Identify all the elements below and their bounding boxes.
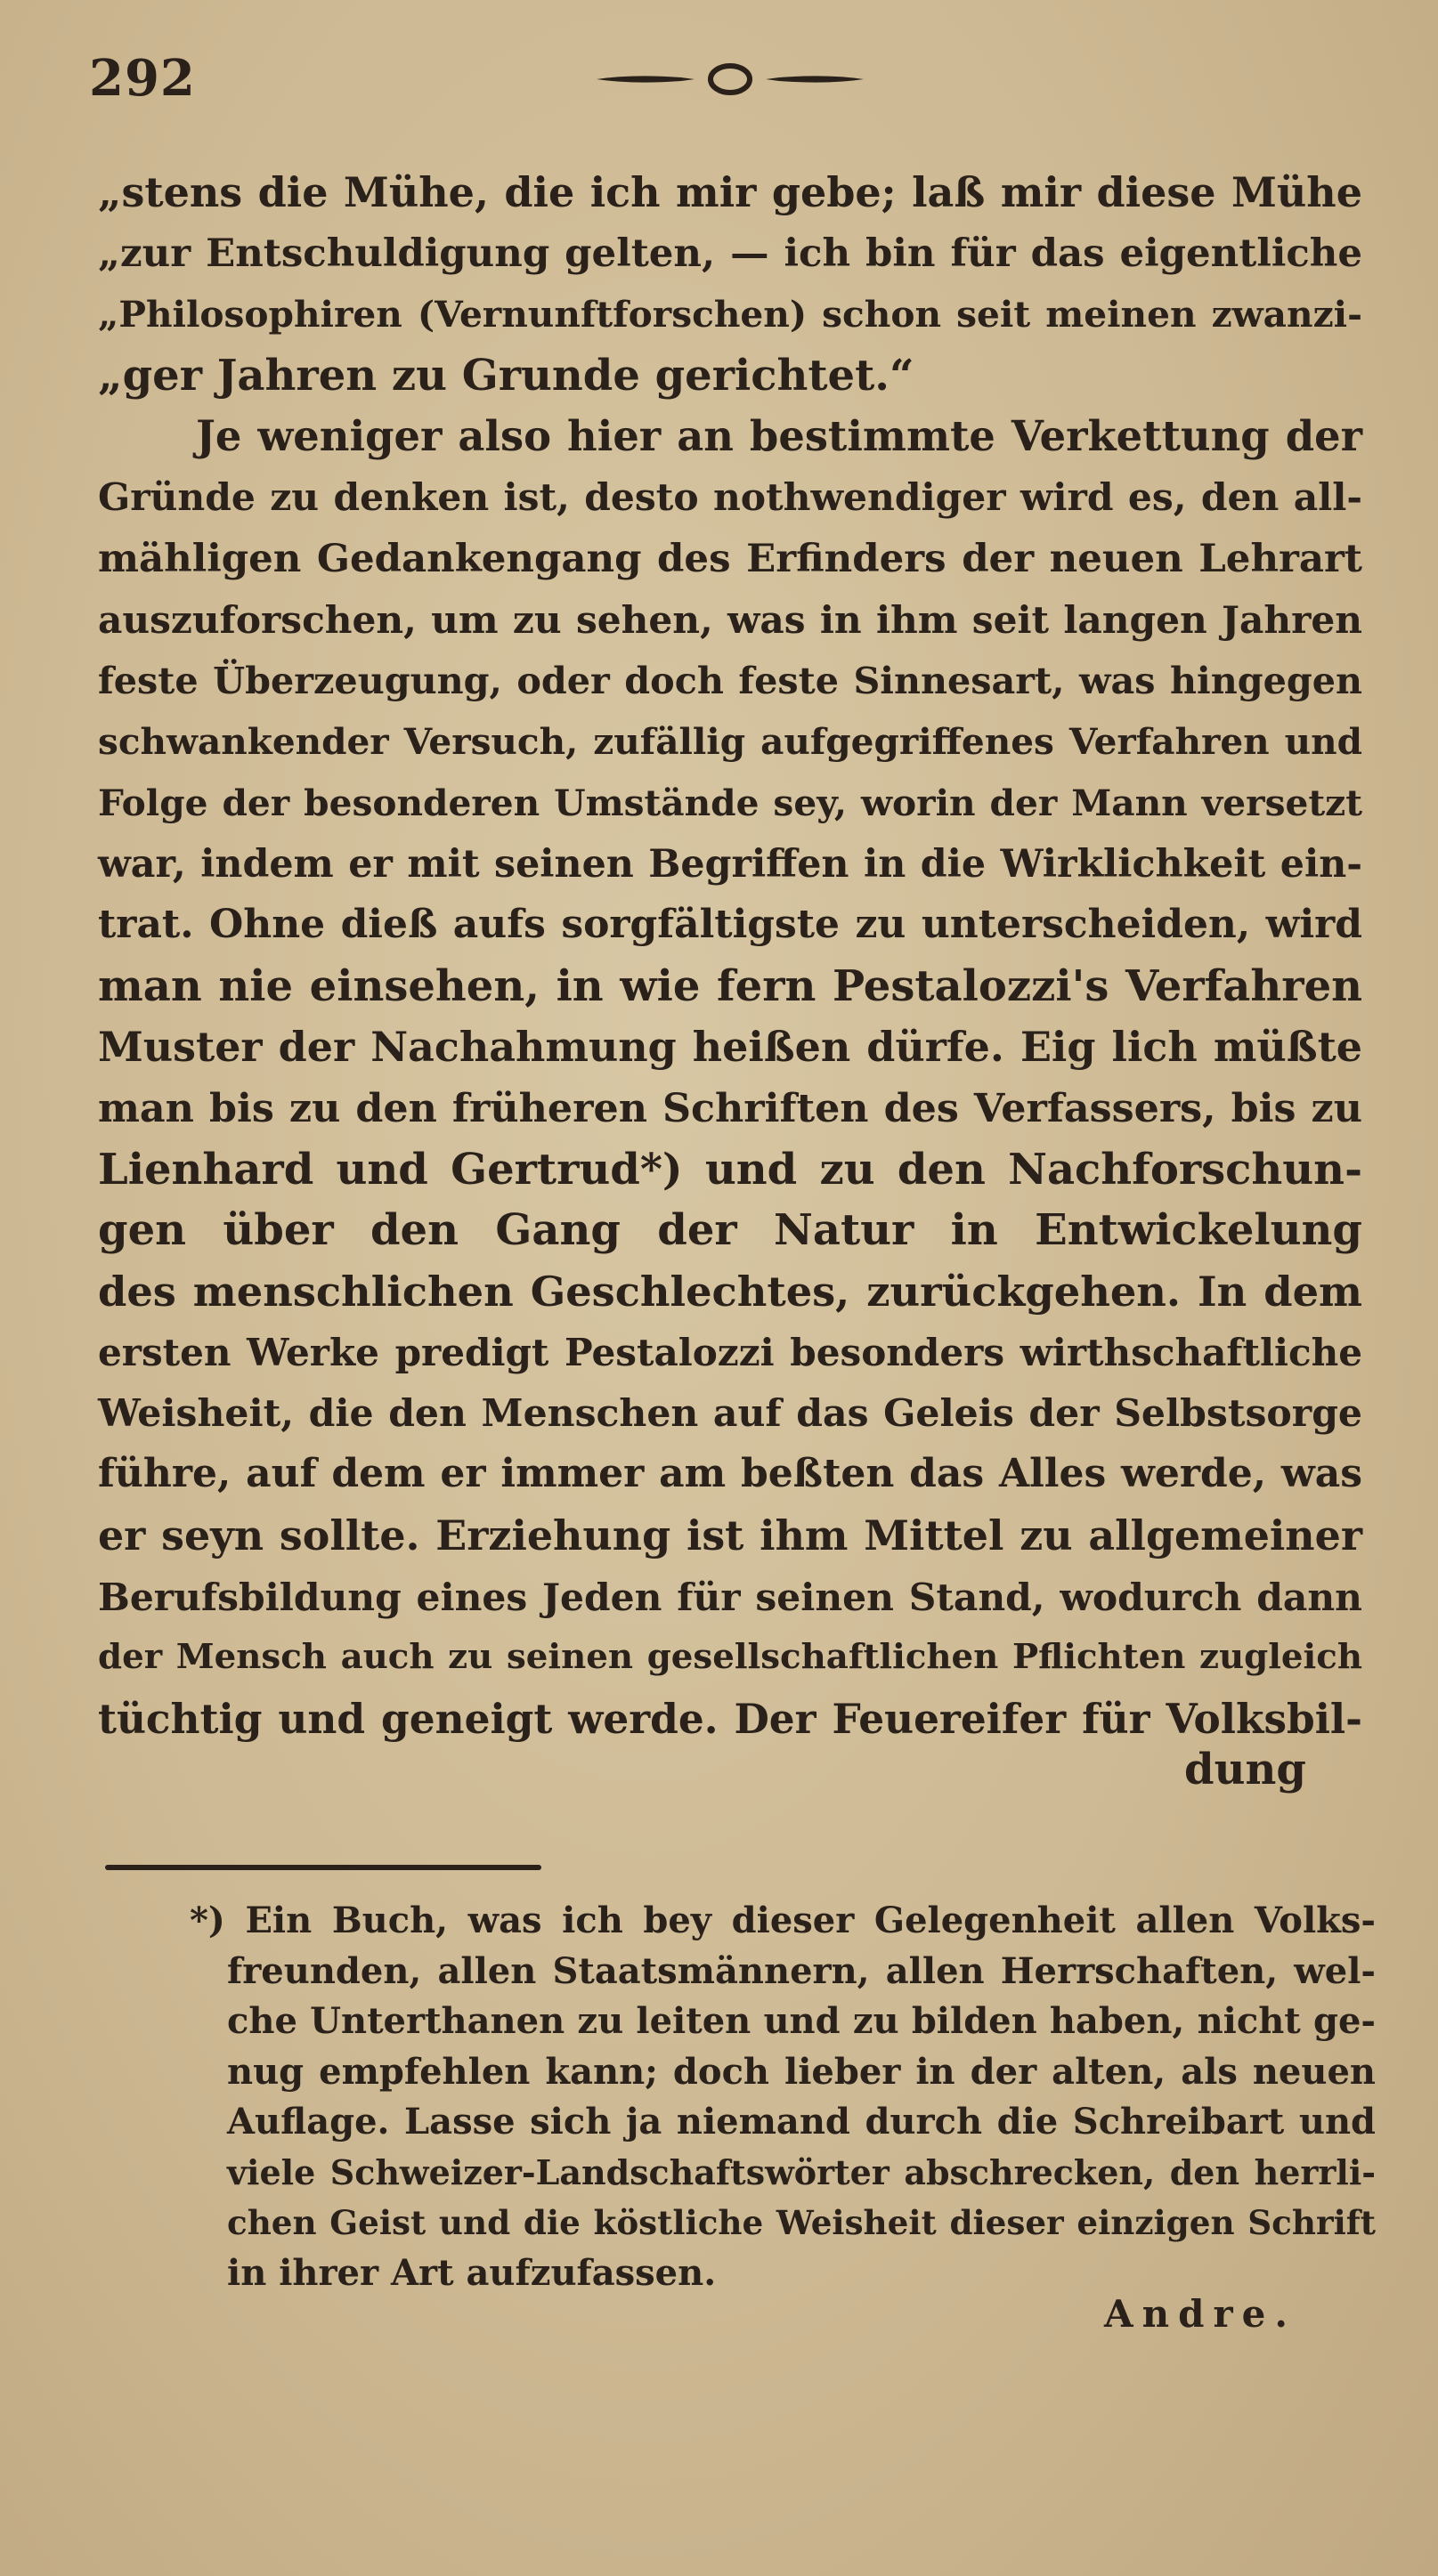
body-line: Berufsbildung eines Jeden für seinen Stand, wodurch dann bbox=[98, 1574, 1362, 1619]
body-line: Gründe zu denken ist, desto nothwendiger wird es, den all- bbox=[98, 474, 1362, 520]
footnote-line: chen Geist und die köstliche Weisheit dieser einzigen Schrift bbox=[227, 2203, 1376, 2242]
body-line: Muster der Nachahmung heißen dürfe. Eig lich müßte bbox=[98, 1023, 1362, 1072]
body-line: „zur Entschuldigung gelten, — ich bin für das eigentliche bbox=[98, 230, 1362, 276]
body-text bbox=[98, 162, 1362, 1749]
footnote-line: Auflage. Lasse sich ja niemand durch die Schreibart und bbox=[227, 2101, 1376, 2143]
body-line: er seyn sollte. Erziehung ist ihm Mittel zu allgemeiner bbox=[98, 1511, 1362, 1560]
footnote-signature: Andre. bbox=[1104, 2292, 1296, 2336]
body-line: Lienhard und Gertrud*) und zu den Nachforschun- bbox=[98, 1144, 1362, 1195]
body-line: „Philosophiren (Vernunftforschen) schon seit meinen zwanzi- bbox=[98, 293, 1362, 336]
footnote-line: che Unterthanen zu leiten und zu bilden haben, nicht ge- bbox=[227, 2000, 1376, 2042]
body-line: „ger Jahren zu Grunde gerichtet.“ bbox=[98, 350, 914, 401]
body-line: man nie einsehen, in wie fern Pestalozzi's Verfahren bbox=[98, 960, 1362, 1011]
footnote-line: nug empfehlen kann; doch lieber in der alten, als neuen bbox=[227, 2050, 1376, 2093]
body-line: gen über den Gang der Natur in Entwickelung bbox=[98, 1205, 1362, 1256]
footnote-line: *) Ein Buch, was ich bey dieser Gelegenheit allen Volks- bbox=[190, 1900, 1376, 1941]
footnote bbox=[191, 1896, 1376, 2298]
body-line: Je weniger also hier an bestimmte Verkettung der bbox=[196, 411, 1362, 461]
page-number: 292 bbox=[89, 49, 196, 108]
body-line: schwankender Versuch, zufällig aufgegriffenes Verfahren und bbox=[98, 720, 1362, 764]
body-line: „stens die Mühe, die ich mir gebe; laß mir diese Mühe bbox=[98, 168, 1362, 216]
body-line: ersten Werke predigt Pestalozzi besonders wirthschaftliche bbox=[98, 1330, 1362, 1375]
body-line: tüchtig und geneigt werde. Der Feuereifer für Volksbil- bbox=[98, 1694, 1362, 1743]
body-line: trat. Ohne dieß aufs sorgfältigste zu unterscheiden, wird bbox=[98, 902, 1362, 948]
body-line: führe, auf dem er immer am beßten das Alles werde, was bbox=[98, 1451, 1362, 1497]
footnote-line: viele Schweizer-Landschaftswörter abschrecken, den herrli- bbox=[227, 2151, 1376, 2192]
footnote-line: freunden, allen Staatsmännern, allen Herrschaften, wel- bbox=[227, 1949, 1376, 1992]
catchword: dung bbox=[1184, 1745, 1306, 1794]
body-line: mähligen Gedankengang des Erfinders der neuen Lehrart bbox=[98, 535, 1362, 581]
body-line: Weisheit, die den Menschen auf das Geleis der Selbstsorge bbox=[98, 1390, 1362, 1436]
footnote-line: in ihrer Art aufzufassen. bbox=[227, 2251, 717, 2294]
body-line: der Mensch auch zu seinen gesellschaftlichen Pflichten zugleich bbox=[98, 1637, 1362, 1678]
body-line: war, indem er mit seinen Begriffen in die Wirklichkeit ein- bbox=[98, 841, 1362, 887]
page-header bbox=[0, 49, 1438, 120]
body-line: auszuforschen, um zu sehen, was in ihm seit langen Jahren bbox=[98, 597, 1362, 643]
body-line: feste Überzeugung, oder doch feste Sinnesart, was hingegen bbox=[98, 658, 1362, 702]
body-line: man bis zu den früheren Schriften des Verfassers, bis zu bbox=[98, 1084, 1362, 1131]
body-line: Folge der besonderen Umstände sey, worin der Mann versetzt bbox=[98, 781, 1362, 824]
body-line: des menschlichen Geschlechtes, zurückgehen. In dem bbox=[98, 1267, 1362, 1316]
footnote-rule bbox=[105, 1865, 541, 1870]
ornament-icon bbox=[597, 61, 864, 97]
